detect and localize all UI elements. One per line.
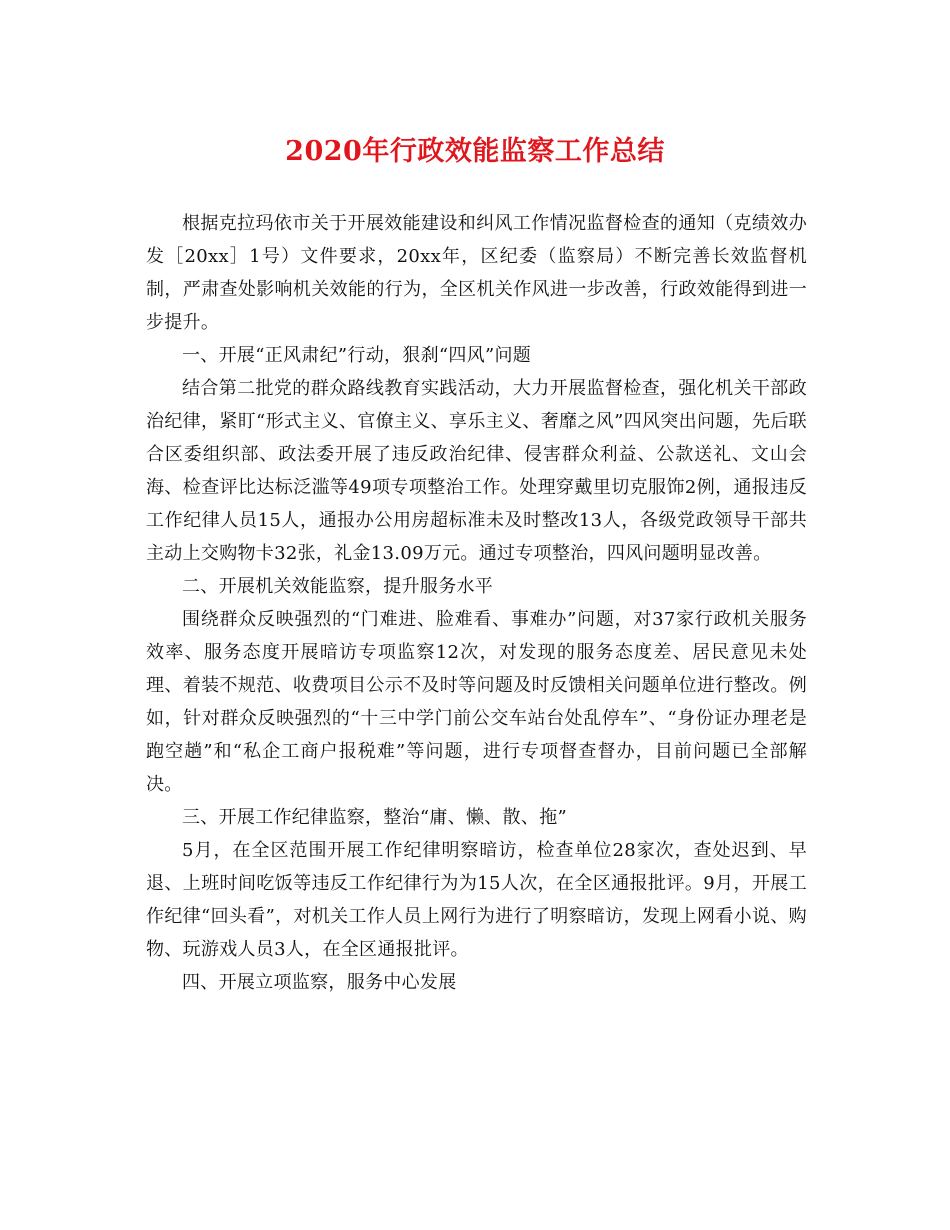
section-heading-2: 二、开展机关效能监察，提升服务水平 xyxy=(182,576,494,597)
section-paragraph-2: 围绕群众反映强烈的“门难进、脸难看、事难办”问题，对37家行政机关服务效率、服务态度开展暗访专项监察12次，对发现的服务态度差、居民意见未处理、着装不规范、收费项目公示不及时等问题及时反馈相关问题单位进行整改。例如，针对群众反映强烈的“十三中学门前公交车站台处乱停车”、“身份证办理老是跑空趟”和“私企工商户报税难”等问题，进行专项督查督办，目前问题已全部解决。 xyxy=(146,609,807,795)
intro-paragraph: 根据克拉玛依市关于开展效能建设和纠风工作情况监督检查的通知（克绩效办发［20xx］1号）文件要求，20xx年，区纪委（监察局）不断完善长效监督机制，严肃查处影响机关效能的行为，全区机关作风进一步改善，行政效能得到进一步提升。 xyxy=(146,213,807,333)
section-heading-4: 四、开展立项监察，服务中心发展 xyxy=(182,972,457,993)
section-paragraph-3: 5月，在全区范围开展工作纪律明察暗访，检查单位28家次，查处迟到、早退、上班时间吃饭等违反工作纪律行为为15人次，在全区通报批评。9月，开展工作纪律“回头看”，对机关工作人员上网行为进行了明察暗访，发现上网看小说、购物、玩游戏人员3人，在全区通报批评。 xyxy=(146,840,807,960)
section-heading-1: 一、开展“正风肃纪”行动，狠刹“四风”问题 xyxy=(182,345,532,366)
document-body xyxy=(146,207,807,999)
document-title: 2020年行政效能监察工作总结 xyxy=(285,136,665,167)
section-heading-3: 三、开展工作纪律监察，整治“庸、懒、散、拖” xyxy=(182,807,568,828)
section-paragraph-1: 结合第二批党的群众路线教育实践活动，大力开展监督检查，强化机关干部政治纪律，紧盯“形式主义、官僚主义、享乐主义、奢靡之风”四风突出问题，先后联合区委组织部、政法委开展了违反政治纪律、侵害群众利益、公款送礼、文山会海、检查评比达标泛滥等49项专项整治工作。处理穿戴里切克服饰2例，通报违反工作纪律人员15人，通报办公用房超标准未及时整改13人，各级党政领导干部共主动上交购物卡32张，礼金13.09万元。通过专项整治，四风问题明显改善。 xyxy=(146,378,807,564)
